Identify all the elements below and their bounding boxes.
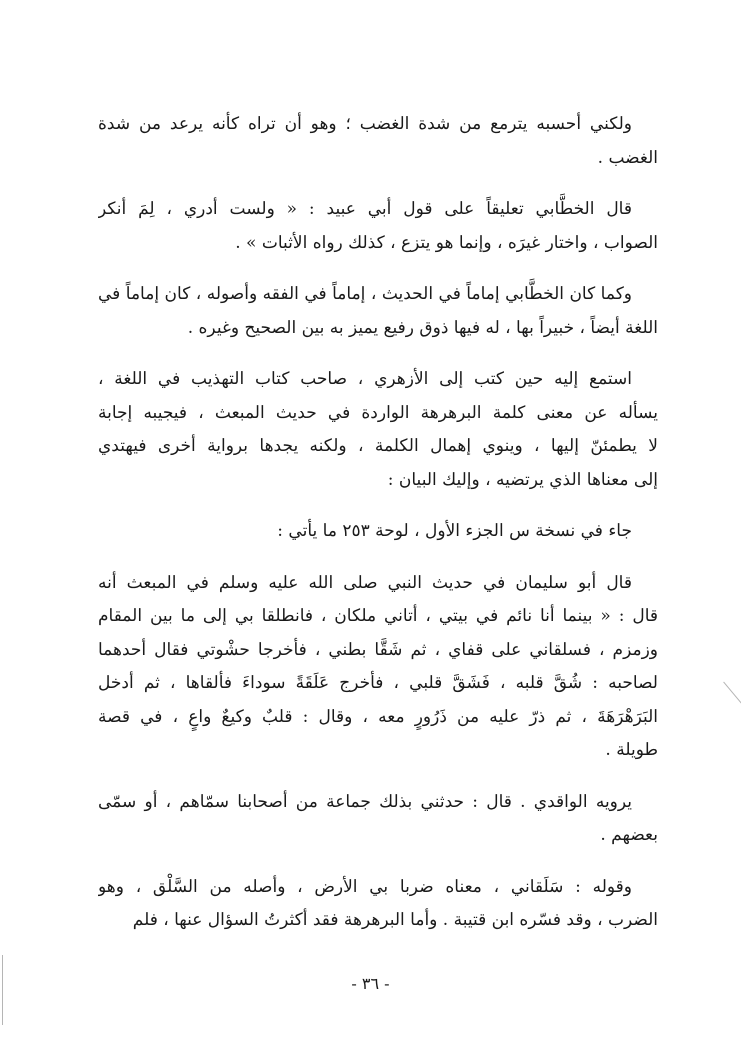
text-line: وكما كان الخطَّابي إماماً في الحديث ، إماماً في الفقه وأصوله ، كان إماماً في	[98, 284, 632, 304]
text-line: الصواب ، واختار غيرَه ، وإنما هو يتزع ، كذلك رواه الأثبات » .	[235, 232, 658, 253]
paragraph	[98, 515, 658, 549]
text-line: قال أبو سليمان في حديث النبي صلى الله عليه وسلم في المبعث أنه	[98, 572, 632, 593]
text-line: وزمزم ، فسلقاني على قفاي ، ثم شَقَّا بطني ، فأخرجا حشْوتي فقال أحدهما	[98, 639, 658, 660]
paragraph	[98, 871, 658, 938]
text-line: الغضب .	[597, 147, 658, 168]
text-line: يرويه الواقدي . قال : حدثني بذلك جماعة من أصحابنا سمّاهم ، أو سمّى	[98, 791, 632, 812]
text-line: يسأله عن معنى كلمة البرهرهة الواردة في حديث المبعث ، فيجيبه إجابة	[98, 402, 658, 423]
text-line: ولكني أحسبه يترمع من شدة الغضب ؛ وهو أن تراه كأنه يرعد من شدة	[98, 114, 633, 134]
text-line: إلى معناها الذي يرتضيه ، وإليك البيان :	[387, 469, 658, 490]
text-line: اللغة أيضاً ، خبيراً بها ، له فيها ذوق رفيع يميز به بين الصحيح وغيره .	[187, 317, 658, 338]
edge-mark	[723, 682, 741, 709]
text-line: جاء في نسخة س الجزء الأول ، لوحة ٢٥٣ ما يأتي :	[277, 521, 632, 541]
paragraph	[98, 363, 658, 497]
page-body	[98, 108, 658, 956]
text-line: الضرب ، وقد فسّره ابن قتيبة . وأما البرهرهة فقد أكثرتُ السؤال عنها ، فلم	[132, 910, 658, 930]
text-line: قال : « بينما أنا نائم في بيتي ، أتاني ملكان ، فانطلقا بي إلى ما بين المقام	[98, 606, 658, 626]
text-line: وقوله : سَلَقاني ، معناه ضربا بي الأرض ، وأصله من السَّلْق ، وهو	[98, 876, 632, 897]
text-line: استمع إليه حين كتب إلى الأزهري ، صاحب كتاب التهذيب في اللغة ،	[98, 369, 632, 389]
paragraph	[98, 108, 658, 175]
text-line: بعضهم .	[600, 825, 658, 845]
edge-mark	[2, 955, 3, 1025]
page-number: - ٣٦ -	[351, 974, 390, 993]
text-line: لصاحبه : شُقَّ قلبه ، فَشَقَّ قلبي ، فأخرج عَلَقَةً سوداءَ فألقاها ، ثم أدخل	[98, 673, 658, 693]
text-line: قال الخطَّابي تعليقاً على قول أبي عبيد : « ولست أدري ، لِمَ أنكر	[98, 199, 632, 219]
text-line: طويلة .	[605, 740, 658, 760]
text-line: لا يطمئنّ إليها ، وينوي إهمال الكلمة ، ولكنه يجدها برواية أخرى فيهتدي	[98, 436, 658, 456]
paragraph	[98, 567, 658, 768]
paragraph	[98, 786, 658, 853]
paragraph	[98, 193, 658, 260]
text-line: البَرَهْرَهَةَ ، ثم ذرّ عليه من ذَرُورٍ معه ، وقال : قلبٌ وكيعٌ واعٍ ، في قصة	[98, 706, 658, 727]
paragraph	[98, 278, 658, 345]
